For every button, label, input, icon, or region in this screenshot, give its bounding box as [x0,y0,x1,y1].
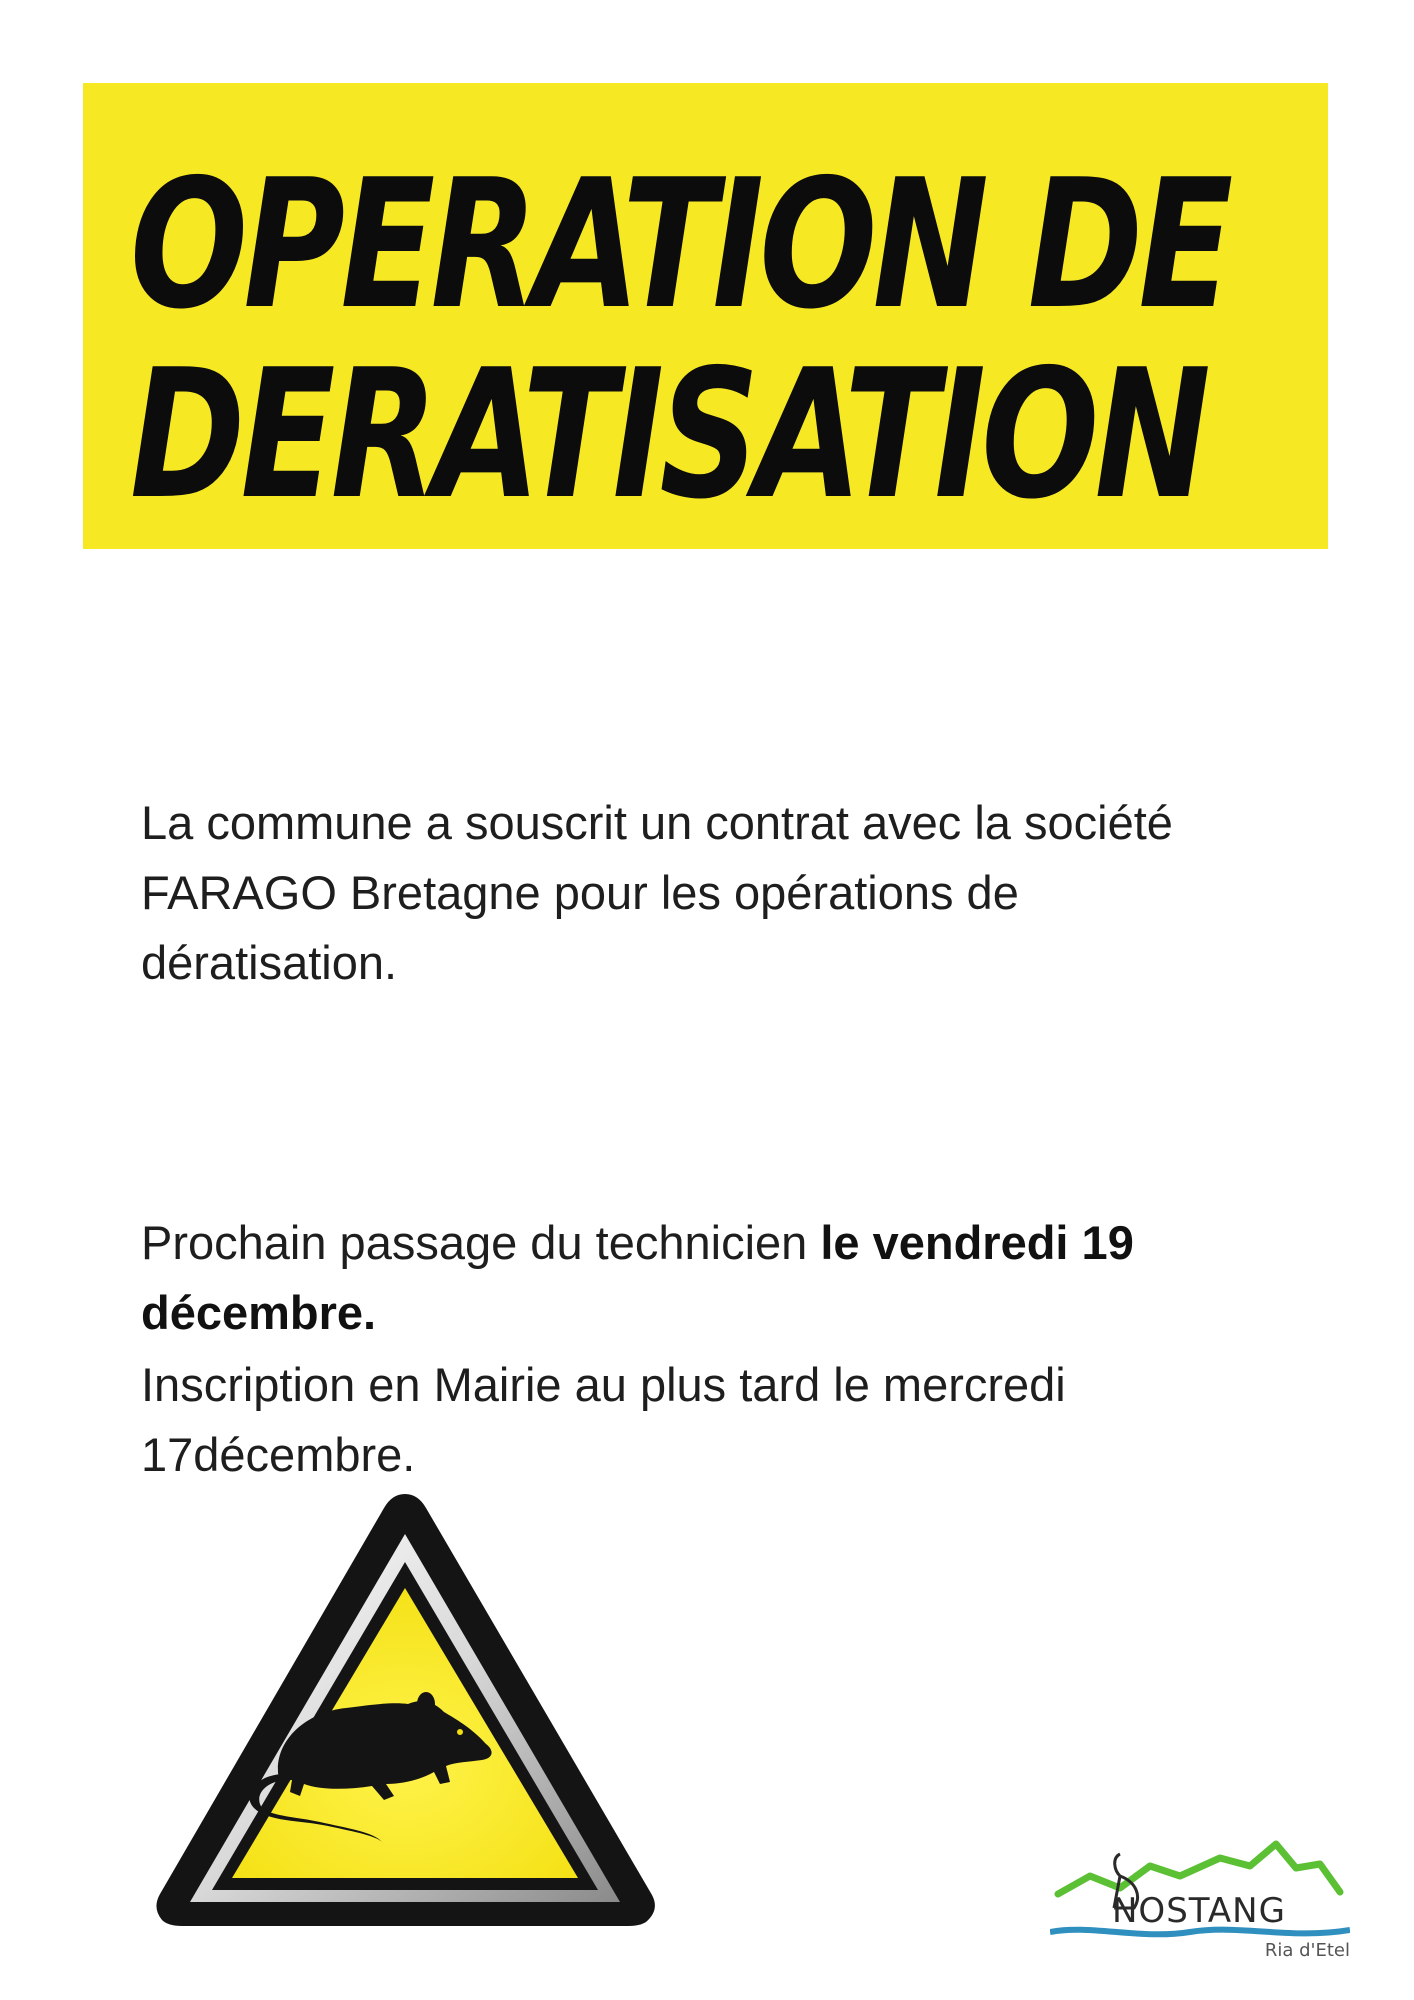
intro-line-2: FARAGO Bretagne pour les opérations de [141,866,1019,919]
registration-paragraph [141,1350,1301,1490]
schedule-date-part1: le vendredi 19 [820,1216,1134,1269]
title-line-2: DERATISATION [130,331,1207,538]
logo-wordmark [1112,1891,1286,1931]
registration-line-1: Inscription en Mairie au plus tard le mercredi [141,1358,1066,1411]
page-title [130,141,1229,538]
schedule-paragraph [141,1208,1301,1348]
schedule-date-part2: décembre. [141,1286,377,1339]
intro-line-3: dératisation. [141,936,398,989]
schedule-prefix: Prochain passage du technicien [141,1216,821,1269]
registration-line-2: 17décembre. [141,1428,416,1481]
water-mark [1050,1930,1350,1935]
logo-tagline: Ria d'Etel [1264,1940,1350,1961]
nostang-logo [1050,1836,1350,1961]
intro-paragraph [141,788,1301,998]
title-line-1: OPERATION DE [130,141,1229,348]
logo-name: NOSTANG [1112,1891,1286,1931]
hills-mark [1058,1844,1340,1894]
intro-line-1: La commune a souscrit un contrat avec la société [141,796,1173,849]
rat-warning-icon [150,1490,660,1930]
